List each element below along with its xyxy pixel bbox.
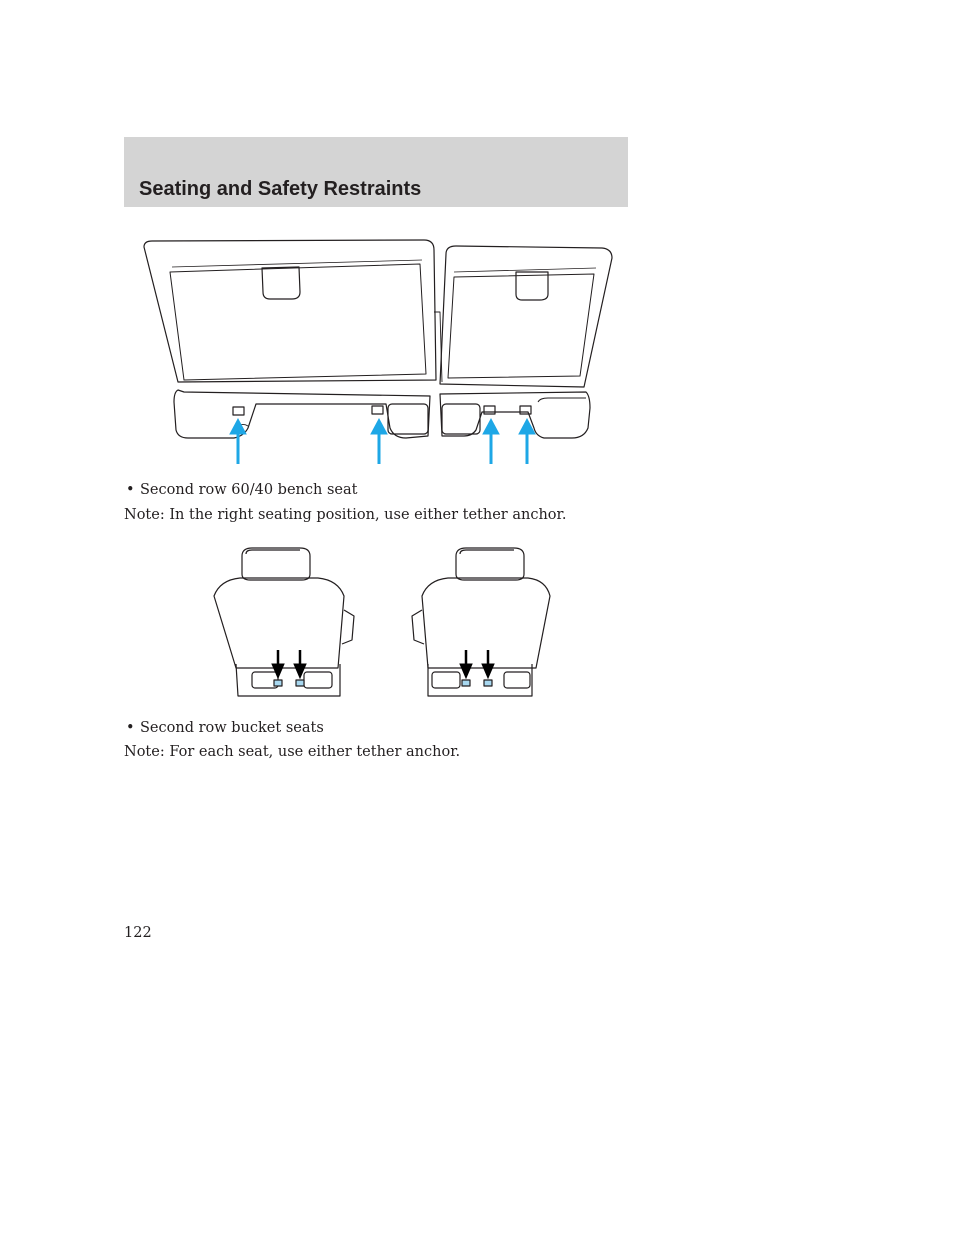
left-bucket-seat (214, 548, 354, 696)
bucket-seats-illustration (200, 540, 570, 710)
right-seatback-outline (440, 246, 612, 387)
right-seatback (422, 578, 550, 668)
bullet-glyph: • (126, 482, 135, 498)
right-seat-base (440, 392, 590, 438)
figure-2-caption: • Second row bucket seats (126, 720, 324, 736)
black-anchor-arrows (272, 650, 494, 678)
blue-anchor-arrows (230, 419, 535, 464)
left-seat-base (174, 390, 430, 438)
bullet-glyph: • (126, 720, 135, 736)
left-headrest-tab (262, 267, 300, 299)
bucket-seats-diagram (200, 540, 570, 710)
section-title: Seating and Safety Restraints (139, 178, 422, 200)
figure-1-note: Note: In the right seating position, use either tether anchor. (124, 507, 567, 523)
right-bucket-seat (412, 548, 550, 696)
right-headrest-tab (516, 272, 548, 300)
right-seat-base (428, 664, 532, 696)
left-seatback-outline (144, 240, 436, 382)
figure-1-caption: • Second row 60/40 bench seat (126, 482, 358, 498)
right-seatback-panel (448, 274, 594, 378)
bench-seat-illustration (124, 232, 624, 472)
bench-seat-diagram (124, 232, 624, 472)
figure-2-note: Note: For each seat, use either tether anchor. (124, 744, 461, 760)
left-seatback-panel (170, 264, 426, 380)
right-headrest (456, 548, 524, 580)
tether-anchor-1 (233, 407, 244, 415)
tether-anchor-4 (520, 406, 531, 414)
tether-anchor-3 (484, 406, 495, 414)
page-number: 122 (124, 925, 152, 941)
left-headrest (242, 548, 310, 580)
section-header-band (124, 137, 628, 207)
tether-anchor-2 (372, 406, 383, 414)
